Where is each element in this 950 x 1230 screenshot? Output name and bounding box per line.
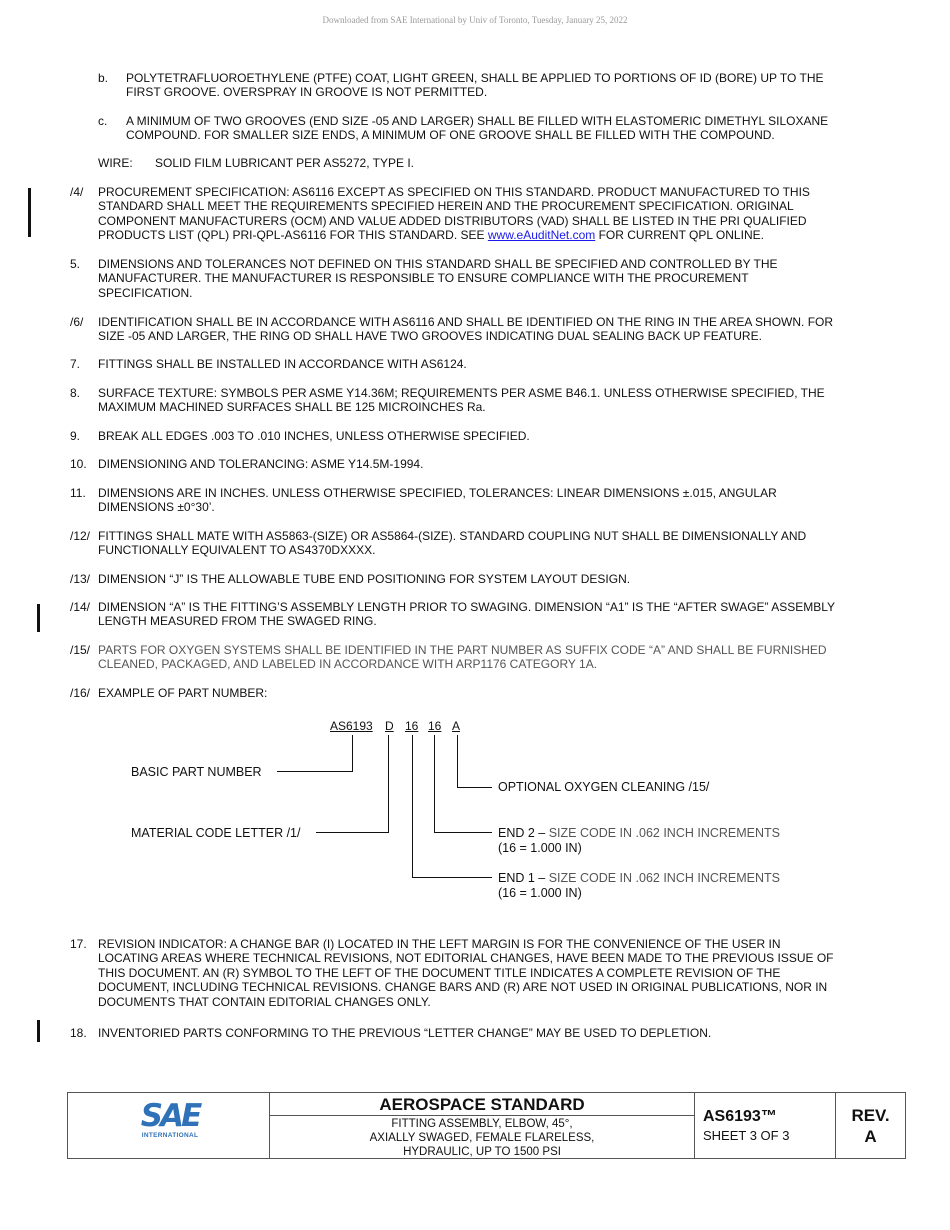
doc-number: AS6193™ (703, 1108, 777, 1125)
end1-desc: SIZE CODE IN .062 INCH INCREMENTS (548, 871, 781, 885)
note-label: /6/ (70, 315, 84, 329)
logo-cell (68, 1093, 270, 1158)
note-label: /15/ (70, 643, 91, 657)
label-material-code: MATERIAL CODE LETTER /1/ (131, 826, 301, 840)
revision-cell (836, 1093, 905, 1158)
title-line-1: FITTING ASSEMBLY, ELBOW, 45°, (391, 1118, 573, 1130)
note-text: DIMENSION “J” IS THE ALLOWABLE TUBE END POSITIONING FOR SYSTEM LAYOUT DESIGN. (98, 572, 631, 586)
label-oxygen-cleaning: OPTIONAL OXYGEN CLEANING /15/ (498, 780, 710, 794)
note-text: DIMENSIONS ARE IN INCHES. UNLESS OTHERWISE SPECIFIED, TOLERANCES: LINEAR DIMENSIONS ±.015, ANGULAR (98, 486, 777, 500)
sae-logo-text: SAE (140, 1098, 200, 1134)
sheet-info: SHEET 3 OF 3 (703, 1128, 790, 1143)
note-label: 8. (70, 386, 81, 400)
pn-basic: AS6193 (330, 719, 373, 733)
note-text: POLYTETRAFLUOROETHYLENE (PTFE) COAT, LIGHT GREEN, SHALL BE APPLIED TO PORTIONS OF ID (BORE) UP TO THE (126, 71, 824, 85)
note-text: THIS DOCUMENT. AN (R) SYMBOL TO THE LEFT OF THE DOCUMENT TITLE INDICATES A COMPLETE REVISION OF THE (98, 965, 781, 980)
leader-material-h (316, 832, 389, 833)
end1-prefix: END 1 – (498, 871, 549, 885)
change-bar (37, 1020, 40, 1042)
end2-prefix: END 2 – (498, 826, 549, 840)
note-text: SURFACE TEXTURE: SYMBOLS PER ASME Y14.36M; REQUIREMENTS PER ASME B46.1. UNLESS OTHERWISE SPECIFIED, THE (98, 386, 825, 400)
note-text: INVENTORIED PARTS CONFORMING TO THE PREVIOUS “LETTER CHANGE” MAY BE USED TO DEPLETION. (98, 1026, 712, 1040)
note-label: /13/ (70, 572, 91, 586)
note-text: DIMENSION “A” IS THE FITTING’S ASSEMBLY LENGTH PRIOR TO SWAGING. DIMENSION “A1” IS THE “AFTER SWAGE” ASSEMBLY (98, 600, 836, 614)
leader-end1-v (412, 735, 413, 878)
leader-basic-h (277, 771, 353, 772)
note-text: IDENTIFICATION SHALL BE IN ACCORDANCE WITH AS6116 AND SHALL BE IDENTIFIED ON THE RING IN THE AREA SHOWN. FOR (98, 315, 834, 329)
title-line-3: HYDRAULIC, UP TO 1500 PSI (403, 1146, 561, 1158)
note-text: BREAK ALL EDGES .003 TO .010 INCHES, UNLESS OTHERWISE SPECIFIED. (98, 429, 530, 443)
note-label: /4/ (70, 185, 84, 199)
note-label: b. (98, 71, 109, 85)
note-label: 11. (70, 486, 86, 500)
title-line-2: AXIALLY SWAGED, FEMALE FLARELESS, (369, 1132, 595, 1144)
note-label: 9. (70, 429, 81, 443)
end2-eq: (16 = 1.000 IN) (498, 841, 582, 855)
note-label: 7. (70, 357, 81, 371)
leader-oxygen-h (457, 787, 492, 788)
note-label: /16/ (70, 686, 91, 700)
eauditnet-link[interactable]: www.eAuditNet.com (487, 228, 596, 243)
note-text: LOCATING AREAS WHERE TECHNICAL REVISIONS, NOT EDITORIAL CHANGES, HAVE BEEN MADE TO THE PREVIOUS ISSUE OF (98, 951, 834, 966)
note-text: FOR CURRENT QPL ONLINE. (595, 228, 764, 243)
rev-value: A (864, 1127, 877, 1146)
note-text: COMPOUND. FOR SMALLER SIZE ENDS, A MINIMUM OF ONE GROOVE SHALL BE FILLED WITH THE COMPOUND. (126, 128, 775, 143)
note-label: 18. (70, 1026, 87, 1040)
note-text: FIRST GROOVE. OVERSPRAY IN GROOVE IS NOT PERMITTED. (126, 85, 488, 100)
standard-type: AEROSPACE STANDARD (379, 1095, 585, 1114)
note-text: EXAMPLE OF PART NUMBER: (98, 686, 268, 700)
sae-logo-subtext: INTERNATIONAL (141, 1132, 199, 1139)
note-text: COMPONENT MANUFACTURERS (OCM) AND VALUE ADDED DISTRIBUTORS (VAD) SHALL BE LISTED IN THE PRI QUALIFIED (98, 213, 807, 228)
rev-label: REV. (851, 1106, 890, 1125)
note-text: FITTINGS SHALL BE INSTALLED IN ACCORDANCE WITH AS6124. (98, 357, 467, 371)
note-text: DIMENSIONS AND TOLERANCES NOT DEFINED ON THIS STANDARD SHALL BE SPECIFIED AND CONTROLLED BY THE (98, 257, 778, 271)
note-text: STANDARD SHALL MEET THE REQUIREMENTS SPECIFIED HEREIN AND THE PROCUREMENT SPECIFICATION. ORIGINAL (98, 199, 794, 214)
note-text: DIMENSIONING AND TOLERANCING: ASME Y14.5M-1994. (98, 457, 424, 471)
leader-end2-h (434, 832, 492, 833)
leader-basic-v (352, 735, 353, 772)
leader-material-v (388, 735, 389, 833)
note-text: PROCUREMENT SPECIFICATION: AS6116 EXCEPT AS SPECIFIED ON THIS STANDARD. PRODUCT MANUFACTURED TO THIS (98, 185, 810, 199)
note-text: DOCUMENT, INCLUDING TECHNICAL REVISIONS. CHANGE BARS AND (R) ARE NOT USED IN ORIGINAL PUBLICATIONS, NOR IN (98, 980, 828, 995)
label-basic-part-number: BASIC PART NUMBER (131, 765, 262, 779)
note-label: 5. (70, 257, 81, 271)
change-bar (28, 188, 31, 237)
title-cell (270, 1093, 695, 1158)
pn-end2: 16 (428, 719, 442, 733)
note-label: 10. (70, 457, 87, 471)
note-text: SOLID FILM LUBRICANT PER AS5272, TYPE I. (155, 156, 414, 170)
title-block (67, 1092, 906, 1159)
note-label: /14/ (70, 600, 91, 614)
note-label: /12/ (70, 529, 91, 543)
note-text: A MINIMUM OF TWO GROOVES (END SIZE -05 AND LARGER) SHALL BE FILLED WITH ELASTOMERIC DIMETHYL SILOXANE (126, 114, 829, 128)
leader-end2-v (434, 735, 435, 833)
end1-eq: (16 = 1.000 IN) (498, 886, 582, 900)
pn-end1: 16 (405, 719, 419, 733)
note-text: CLEANED, PACKAGED, AND LABELED IN ACCORDANCE WITH ARP1176 CATEGORY 1A. (98, 657, 598, 672)
label-end1 (498, 871, 780, 901)
note-label: c. (98, 114, 108, 128)
note-text: MAXIMUM MACHINED SURFACES SHALL BE 125 MICROINCHES Ra. (98, 400, 486, 415)
note-text: DOCUMENTS THAT CONTAIN EDITORIAL CHANGES ONLY. (98, 994, 431, 1009)
doc-number-cell (695, 1093, 836, 1158)
note-text: PRODUCTS LIST (QPL) PRI-QPL-AS6116 FOR THIS STANDARD. SEE (98, 228, 488, 243)
note-text: SIZE -05 AND LARGER, THE RING OD SHALL HAVE TWO GROOVES INDICATING DUAL SEALING BACK UP FEATURE. (98, 329, 762, 344)
note-text: PARTS FOR OXYGEN SYSTEMS SHALL BE IDENTIFIED IN THE PART NUMBER AS SUFFIX CODE “A” AND SHALL BE FURNISHED (98, 643, 827, 657)
download-notice: Downloaded from SAE International by Univ of Toronto, Tuesday, January 25, 2022 (322, 15, 628, 25)
label-end2 (498, 826, 780, 856)
leader-oxygen-v (457, 735, 458, 788)
note-label: WIRE: (98, 156, 133, 170)
note-text: SPECIFICATION. (98, 285, 193, 300)
sae-logo (138, 1098, 202, 1139)
end2-desc: SIZE CODE IN .062 INCH INCREMENTS (548, 826, 781, 840)
leader-end1-h (412, 877, 492, 878)
title-divider (270, 1115, 694, 1116)
change-bar (37, 604, 40, 632)
note-text: MANUFACTURER. THE MANUFACTURER IS RESPONSIBLE TO ENSURE COMPLIANCE WITH THE PROCUREMENT (98, 271, 749, 286)
pn-material: D (385, 719, 394, 733)
note-text: DIMENSIONS ±0°30’. (98, 500, 215, 515)
note-text: FUNCTIONALLY EQUIVALENT TO AS4370DXXXX. (98, 543, 376, 558)
note-text: FITTINGS SHALL MATE WITH AS5863-(SIZE) OR AS5864-(SIZE). STANDARD COUPLING NUT SHALL BE DIMENSIONALLY AND (98, 529, 807, 543)
note-label: 17. (70, 937, 87, 951)
pn-oxygen: A (452, 719, 461, 733)
note-text: LENGTH MEASURED FROM THE SWAGED RING. (98, 614, 377, 629)
note-text: REVISION INDICATOR: A CHANGE BAR (I) LOCATED IN THE LEFT MARGIN IS FOR THE CONVENIENCE OF THE USER IN (98, 937, 781, 951)
